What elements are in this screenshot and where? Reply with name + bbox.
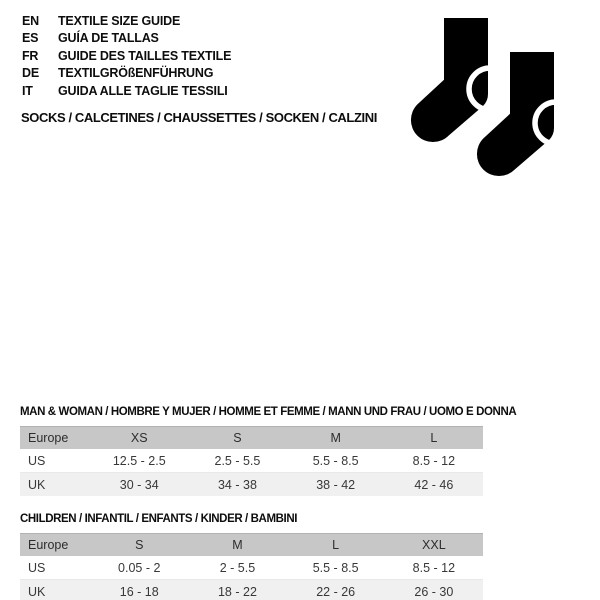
children-size-section bbox=[20, 513, 483, 600]
size-value: 2 - 5.5 bbox=[188, 556, 286, 580]
language-list bbox=[22, 13, 231, 100]
row-label: US bbox=[20, 556, 90, 580]
children-size-table bbox=[20, 533, 483, 600]
column-header-size: XS bbox=[90, 427, 188, 450]
table-row-us bbox=[20, 556, 483, 580]
category-heading: SOCKS / CALCETINES / CHAUSSETTES / SOCKEN / CALZINI bbox=[21, 110, 377, 125]
size-value: 2.5 - 5.5 bbox=[188, 449, 286, 473]
row-label: US bbox=[20, 449, 90, 473]
column-header-region: Europe bbox=[20, 534, 90, 557]
children-table-title: CHILDREN / INFANTIL / ENFANTS / KINDER / BAMBINI bbox=[20, 513, 298, 525]
column-header-size: L bbox=[385, 427, 483, 450]
language-row-it bbox=[22, 83, 231, 100]
language-label: GUIDA ALLE TAGLIE TESSILI bbox=[58, 83, 228, 98]
size-value: 12.5 - 2.5 bbox=[90, 449, 188, 473]
language-row-fr bbox=[22, 48, 231, 65]
language-code: FR bbox=[22, 48, 39, 63]
adults-size-section bbox=[20, 406, 517, 496]
adults-size-table bbox=[20, 426, 483, 496]
column-header-size: L bbox=[287, 534, 385, 557]
language-row-de bbox=[22, 65, 231, 82]
size-value: 34 - 38 bbox=[188, 473, 286, 497]
size-value: 0.05 - 2 bbox=[90, 556, 188, 580]
socks-icon bbox=[398, 0, 578, 195]
row-label: UK bbox=[20, 580, 90, 600]
size-value: 8.5 - 12 bbox=[385, 556, 483, 580]
column-header-size: S bbox=[90, 534, 188, 557]
language-code: ES bbox=[22, 31, 39, 46]
size-value: 16 - 18 bbox=[90, 580, 188, 600]
language-code: IT bbox=[22, 83, 33, 98]
column-header-size: M bbox=[287, 427, 385, 450]
size-value: 5.5 - 8.5 bbox=[287, 449, 385, 473]
size-value: 8.5 - 12 bbox=[385, 449, 483, 473]
size-value: 5.5 - 8.5 bbox=[287, 556, 385, 580]
column-header-size: S bbox=[188, 427, 286, 450]
language-code: EN bbox=[22, 14, 39, 28]
size-value: 38 - 42 bbox=[287, 473, 385, 497]
adults-table-title: MAN & WOMAN / HOMBRE Y MUJER / HOMME ET FEMME / MANN UND FRAU / UOMO E DONNA bbox=[20, 406, 517, 418]
size-value: 30 - 34 bbox=[90, 473, 188, 497]
language-label: GUÍA DE TALLAS bbox=[58, 31, 159, 46]
table-row-uk bbox=[20, 580, 483, 600]
table-row-uk bbox=[20, 473, 483, 497]
row-label: UK bbox=[20, 473, 90, 497]
column-header-size: M bbox=[188, 534, 286, 557]
size-value: 26 - 30 bbox=[385, 580, 483, 600]
language-label: GUIDE DES TAILLES TEXTILE bbox=[58, 48, 232, 63]
size-value: 42 - 46 bbox=[385, 473, 483, 497]
column-header-region: Europe bbox=[20, 427, 90, 450]
language-row-es bbox=[22, 30, 231, 47]
size-value: 22 - 26 bbox=[287, 580, 385, 600]
language-label: TEXTILE SIZE GUIDE bbox=[58, 14, 181, 28]
language-label: TEXTILGRÖßENFÜHRUNG bbox=[58, 66, 214, 81]
adults-header-row bbox=[20, 427, 483, 450]
table-row-us bbox=[20, 449, 483, 473]
language-code: DE bbox=[22, 66, 39, 81]
size-value: 18 - 22 bbox=[188, 580, 286, 600]
language-row-en bbox=[22, 13, 231, 30]
children-header-row bbox=[20, 534, 483, 557]
column-header-size: XXL bbox=[385, 534, 483, 557]
